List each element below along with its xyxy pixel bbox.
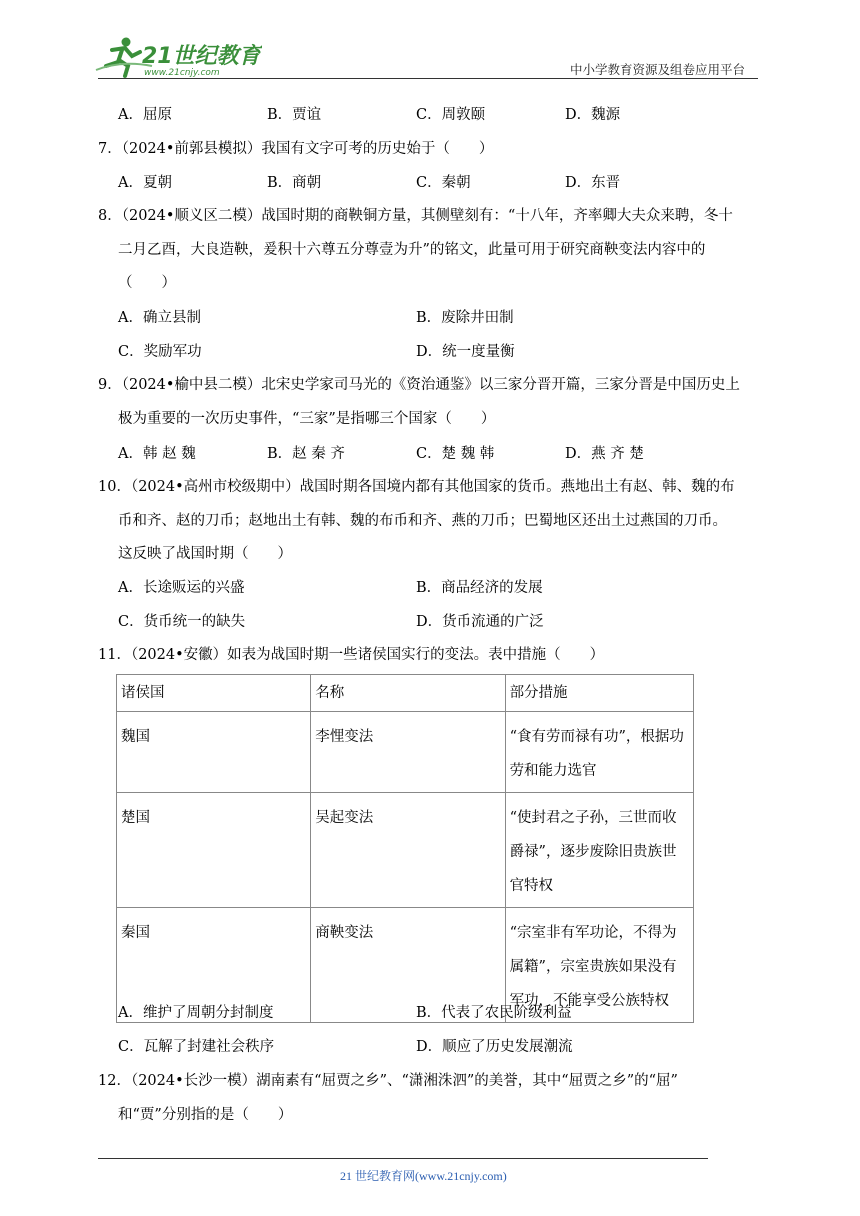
q11-option-c: C．瓦解了封建社会秩序 xyxy=(118,1039,275,1055)
table-cell-name: 李悝变法 xyxy=(311,712,505,793)
q11-stem: 11．（2024•安徽）如表为战国时期一些诸侯国实行的变法。表中措施（ ） xyxy=(98,647,605,663)
q9-option-c: C．楚 魏 韩 xyxy=(416,446,495,462)
q6-option-c: C．周敦颐 xyxy=(416,107,486,123)
q11-option-d: D．顺应了历史发展潮流 xyxy=(416,1039,573,1055)
header-divider xyxy=(98,78,758,79)
q7-option-b: B．商朝 xyxy=(267,175,322,191)
q9-stem-line2: 极为重要的一次历史事件，“三家”是指哪三个国家（ ） xyxy=(118,411,496,427)
q8-option-b: B．废除井田制 xyxy=(416,310,514,326)
table-header-cell: 部分措施 xyxy=(505,675,693,712)
table-cell-state: 魏国 xyxy=(117,712,311,793)
q8-option-a: A．确立县制 xyxy=(118,310,201,326)
q7-option-d: D．东晋 xyxy=(565,175,621,191)
q9-option-d: D．燕 齐 楚 xyxy=(565,446,644,462)
q10-stem-line3: 这反映了战国时期（ ） xyxy=(118,546,292,562)
q10-option-d: D．货币流通的广泛 xyxy=(416,614,544,630)
footer-divider xyxy=(98,1158,708,1159)
q9-stem-line1: 9．（2024•榆中县二模）北宋史学家司马光的《资治通鉴》以三家分晋开篇，三家分晋是中国历史上 xyxy=(98,377,740,393)
table-cell-state: 秦国 xyxy=(117,908,311,1023)
q10-stem-line1: 10．（2024•高州市校级期中）战国时期各国境内都有其他国家的货币。燕地出土有赵、韩、魏的布 xyxy=(98,479,735,495)
q7-option-c: C．秦朝 xyxy=(416,175,471,191)
q8-option-c: C．奖励军功 xyxy=(118,344,202,360)
q6-option-d: D．魏源 xyxy=(565,107,621,123)
q9-option-b: B．赵 秦 齐 xyxy=(267,446,345,462)
q7-stem: 7．（2024•前郭县模拟）我国有文字可考的历史始于（ ） xyxy=(98,141,494,157)
table-header-cell: 诸侯国 xyxy=(117,675,311,712)
q8-stem-line3: （ ） xyxy=(118,275,176,291)
logo-url: www.21cnjy.com xyxy=(144,68,220,78)
q10-stem-line2: 币和齐、赵的刀币；赵地出土有韩、魏的布币和齐、燕的刀币；巴蜀地区还出土过燕国的刀币。 xyxy=(118,513,727,529)
q6-option-a: A．屈原 xyxy=(118,107,172,123)
table-row xyxy=(117,793,694,908)
q10-option-c: C．货币统一的缺失 xyxy=(118,614,246,630)
platform-name: 中小学教育资源及组卷应用平台 xyxy=(570,62,746,77)
q7-option-a: A．夏朝 xyxy=(118,175,172,191)
q6-option-b: B．贾谊 xyxy=(267,107,322,123)
q8-stem-line1: 8．（2024•顺义区二模）战国时期的商鞅铜方量，其侧壁刻有：“十八年，齐率卿大夫众来聘，冬十 xyxy=(98,208,733,224)
q12-stem-line2: 和“贾”分别指的是（ ） xyxy=(118,1107,293,1123)
q10-option-b: B．商品经济的发展 xyxy=(416,580,543,596)
table-cell-state: 楚国 xyxy=(117,793,311,908)
table-cell-name: 吴起变法 xyxy=(311,793,505,908)
footer-link[interactable]: 21 世纪教育网(www.21cnjy.com) xyxy=(340,1169,507,1183)
table-cell-name: 商鞅变法 xyxy=(311,908,505,1023)
table-cell-measures: “宗室非有军功论，不得为属籍”，宗室贵族如果没有军功，不能享受公族特权 xyxy=(505,908,693,1023)
table-row xyxy=(117,712,694,793)
site-logo xyxy=(92,36,262,80)
table-cell-measures: “食有劳而禄有功”，根据功劳和能力选官 xyxy=(505,712,693,793)
q10-option-a: A．长途贩运的兴盛 xyxy=(118,580,245,596)
table-cell-measures: “使封君之子孙，三世而收爵禄”，逐步废除旧贵族世官特权 xyxy=(505,793,693,908)
q12-stem-line1: 12．（2024•长沙一模）湖南素有“屈贾之乡”、“潇湘洙泗”的美誉，其中“屈贾之乡”的“屈” xyxy=(98,1073,678,1089)
q11-option-b: B．代表了农民阶级利益 xyxy=(416,1005,572,1021)
q8-option-d: D．统一度量衡 xyxy=(416,344,515,360)
logo-text: 21世纪教育 xyxy=(142,44,261,69)
q8-stem-line2: 二月乙酉，大良造鞅，爰积十六尊五分尊壹为升”的铭文，此量可用于研究商鞅变法内容中的 xyxy=(118,242,706,258)
q11-reform-table xyxy=(116,674,694,1023)
q9-option-a: A．韩 赵 魏 xyxy=(118,446,196,462)
q11-option-a: A．维护了周朝分封制度 xyxy=(118,1005,274,1021)
table-header-row xyxy=(117,675,694,712)
table-header-cell: 名称 xyxy=(311,675,505,712)
